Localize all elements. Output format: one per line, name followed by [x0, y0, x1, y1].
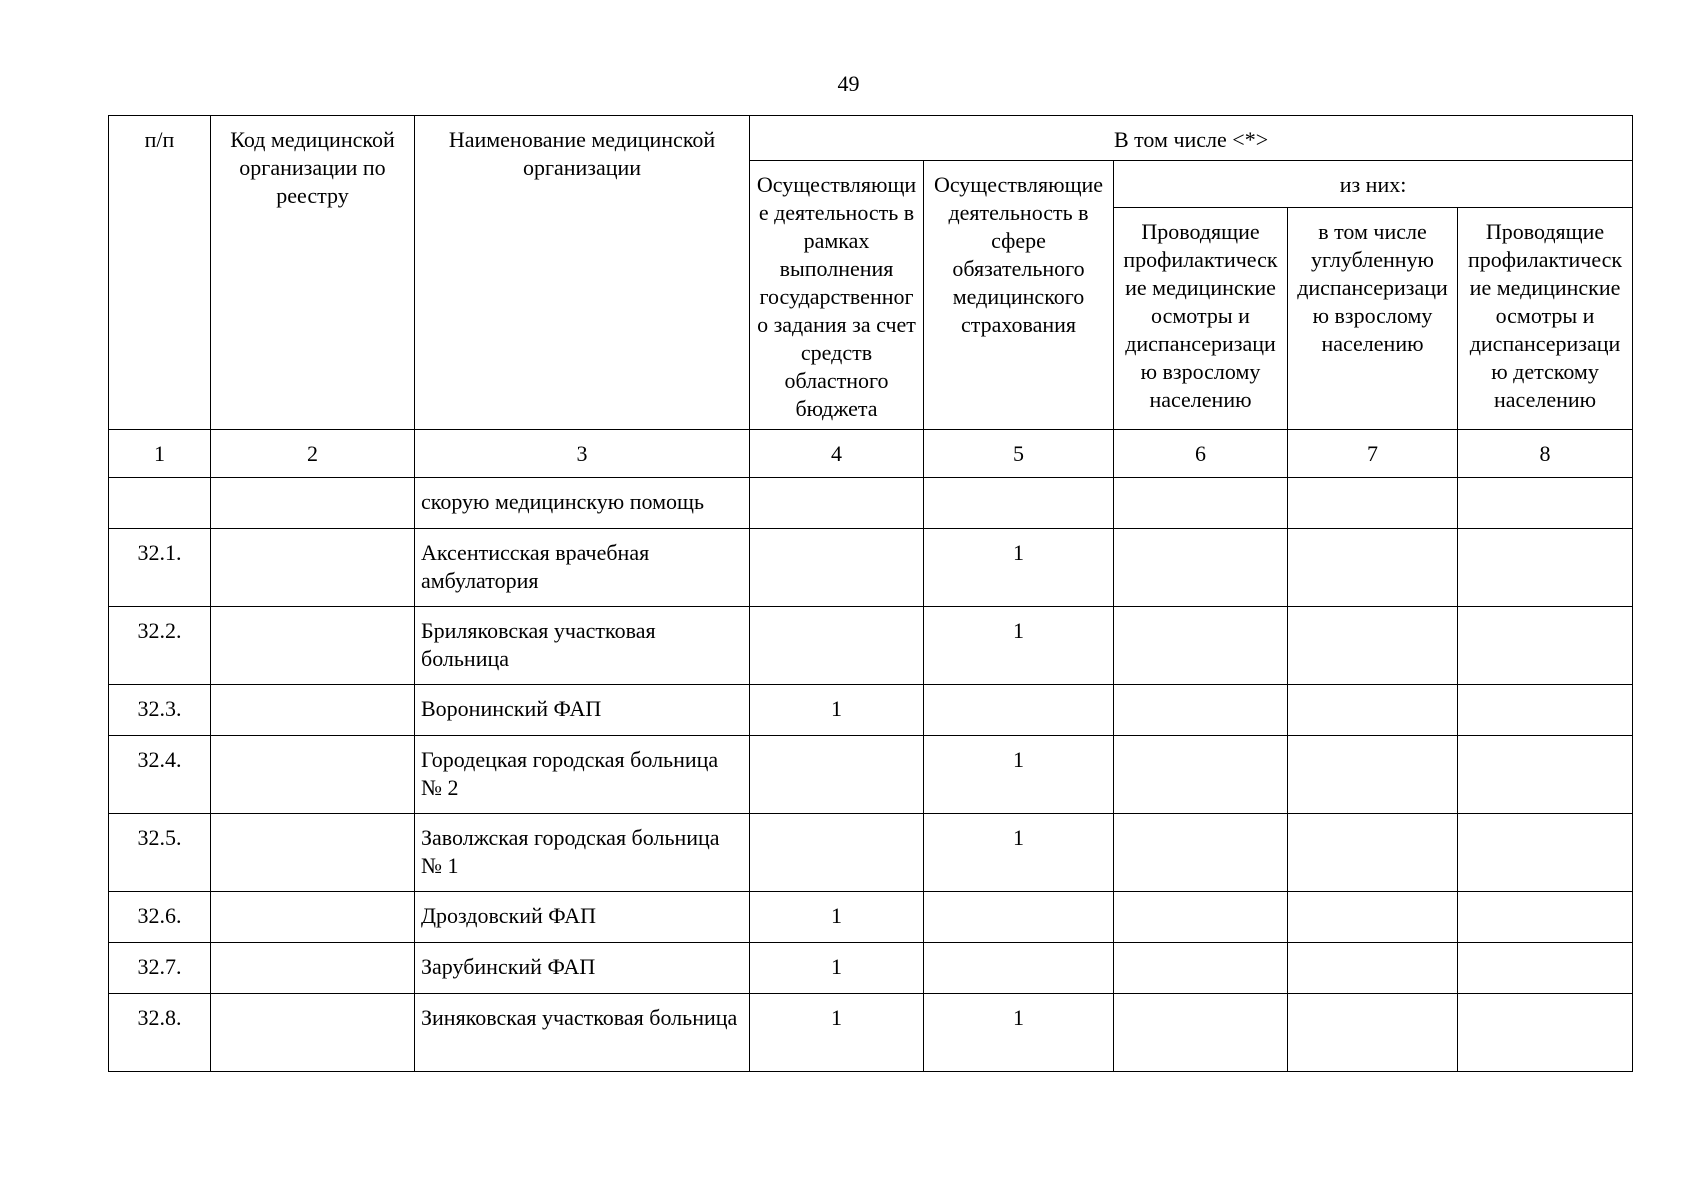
oms-cell: 1	[924, 736, 1114, 814]
table-row	[109, 943, 1633, 994]
state-task-cell	[750, 529, 924, 607]
organization-name-cell: Бриляковская участковая больница	[415, 607, 750, 685]
deep-adult-cell	[1288, 943, 1458, 994]
registry-code-cell	[211, 943, 415, 994]
table-row	[109, 994, 1633, 1072]
oms-cell: 1	[924, 607, 1114, 685]
state-task-cell: 1	[750, 943, 924, 994]
deep-adult-cell	[1288, 607, 1458, 685]
header-code: Код медицинской организации по реестру	[211, 116, 415, 430]
header-state-task: Осуществляющие деятельность в рамках выполнения государственного задания за счет средств областного бюджета	[750, 161, 924, 430]
oms-cell	[924, 943, 1114, 994]
state-task-cell	[750, 814, 924, 892]
header-including: В том числе <*>	[750, 116, 1633, 161]
state-task-cell: 1	[750, 994, 924, 1072]
row-number-cell: 32.8.	[109, 994, 211, 1072]
table-row	[109, 892, 1633, 943]
column-number: 8	[1458, 430, 1633, 478]
prof-adult-cell	[1114, 685, 1288, 736]
organizations-table	[108, 115, 1633, 1072]
organization-name-cell: Заволжская городская больница № 1	[415, 814, 750, 892]
row-number-cell: 32.3.	[109, 685, 211, 736]
registry-code-cell	[211, 994, 415, 1072]
oms-cell: 1	[924, 994, 1114, 1072]
header-deep-adult: в том числе углубленную диспансеризацию взрослому населению	[1288, 207, 1458, 429]
registry-code-cell	[211, 685, 415, 736]
table-body	[109, 478, 1633, 1072]
organization-name-cell: Аксентисская врачебная амбулатория	[415, 529, 750, 607]
organization-name-cell: Воронинский ФАП	[415, 685, 750, 736]
table-row	[109, 814, 1633, 892]
header-oms: Осуществляющие деятельность в сфере обязательного медицинского страхования	[924, 161, 1114, 430]
registry-code-cell	[211, 892, 415, 943]
header-pp: п/п	[109, 116, 211, 430]
organization-name-cell: Городецкая городская больница № 2	[415, 736, 750, 814]
state-task-cell: 1	[750, 685, 924, 736]
page-number: 49	[837, 71, 860, 96]
column-number: 3	[415, 430, 750, 478]
organization-name-cell: Дроздовский ФАП	[415, 892, 750, 943]
oms-cell: 1	[924, 814, 1114, 892]
row-number-cell: 32.7.	[109, 943, 211, 994]
header-name: Наименование медицинской организации	[415, 116, 750, 430]
row-number-cell: 32.1.	[109, 529, 211, 607]
column-number: 2	[211, 430, 415, 478]
header-of-them: из них:	[1114, 161, 1633, 208]
registry-code-cell	[211, 529, 415, 607]
registry-code-cell	[211, 478, 415, 529]
prof-adult-cell	[1114, 607, 1288, 685]
prof-adult-cell	[1114, 814, 1288, 892]
row-number-cell: 32.2.	[109, 607, 211, 685]
prof-adult-cell	[1114, 529, 1288, 607]
deep-adult-cell	[1288, 892, 1458, 943]
state-task-cell	[750, 607, 924, 685]
deep-adult-cell	[1288, 685, 1458, 736]
registry-code-cell	[211, 736, 415, 814]
row-number-cell: 32.6.	[109, 892, 211, 943]
column-number: 6	[1114, 430, 1288, 478]
state-task-cell: 1	[750, 892, 924, 943]
table-row	[109, 529, 1633, 607]
header-prof-child: Проводящие профилактические медицинские осмотры и диспансеризацию детскому населению	[1458, 207, 1633, 429]
prof-child-cell	[1458, 529, 1633, 607]
prof-adult-cell	[1114, 994, 1288, 1072]
state-task-cell	[750, 478, 924, 529]
row-number-cell: 32.5.	[109, 814, 211, 892]
prof-child-cell	[1458, 478, 1633, 529]
deep-adult-cell	[1288, 478, 1458, 529]
prof-adult-cell	[1114, 943, 1288, 994]
oms-cell	[924, 892, 1114, 943]
prof-child-cell	[1458, 994, 1633, 1072]
oms-cell	[924, 478, 1114, 529]
prof-child-cell	[1458, 607, 1633, 685]
column-numbers-row	[109, 430, 1633, 478]
table-header	[109, 116, 1633, 478]
prof-child-cell	[1458, 943, 1633, 994]
deep-adult-cell	[1288, 994, 1458, 1072]
organization-name-cell: Зиняковская участковая больница	[415, 994, 750, 1072]
organization-name-cell: скорую медицинскую помощь	[415, 478, 750, 529]
prof-child-cell	[1458, 736, 1633, 814]
table-row	[109, 685, 1633, 736]
deep-adult-cell	[1288, 814, 1458, 892]
prof-child-cell	[1458, 814, 1633, 892]
prof-adult-cell	[1114, 478, 1288, 529]
column-number: 1	[109, 430, 211, 478]
table-row	[109, 607, 1633, 685]
table-row	[109, 736, 1633, 814]
registry-code-cell	[211, 814, 415, 892]
state-task-cell	[750, 736, 924, 814]
column-number: 4	[750, 430, 924, 478]
organization-name-cell: Зарубинский ФАП	[415, 943, 750, 994]
deep-adult-cell	[1288, 529, 1458, 607]
header-prof-adult: Проводящие профилактические медицинские осмотры и диспансеризацию взрослому населению	[1114, 207, 1288, 429]
registry-code-cell	[211, 607, 415, 685]
prof-child-cell	[1458, 892, 1633, 943]
column-number: 5	[924, 430, 1114, 478]
oms-cell	[924, 685, 1114, 736]
deep-adult-cell	[1288, 736, 1458, 814]
column-number: 7	[1288, 430, 1458, 478]
row-number-cell	[109, 478, 211, 529]
row-number-cell: 32.4.	[109, 736, 211, 814]
prof-adult-cell	[1114, 736, 1288, 814]
oms-cell: 1	[924, 529, 1114, 607]
prof-adult-cell	[1114, 892, 1288, 943]
table-row	[109, 478, 1633, 529]
prof-child-cell	[1458, 685, 1633, 736]
